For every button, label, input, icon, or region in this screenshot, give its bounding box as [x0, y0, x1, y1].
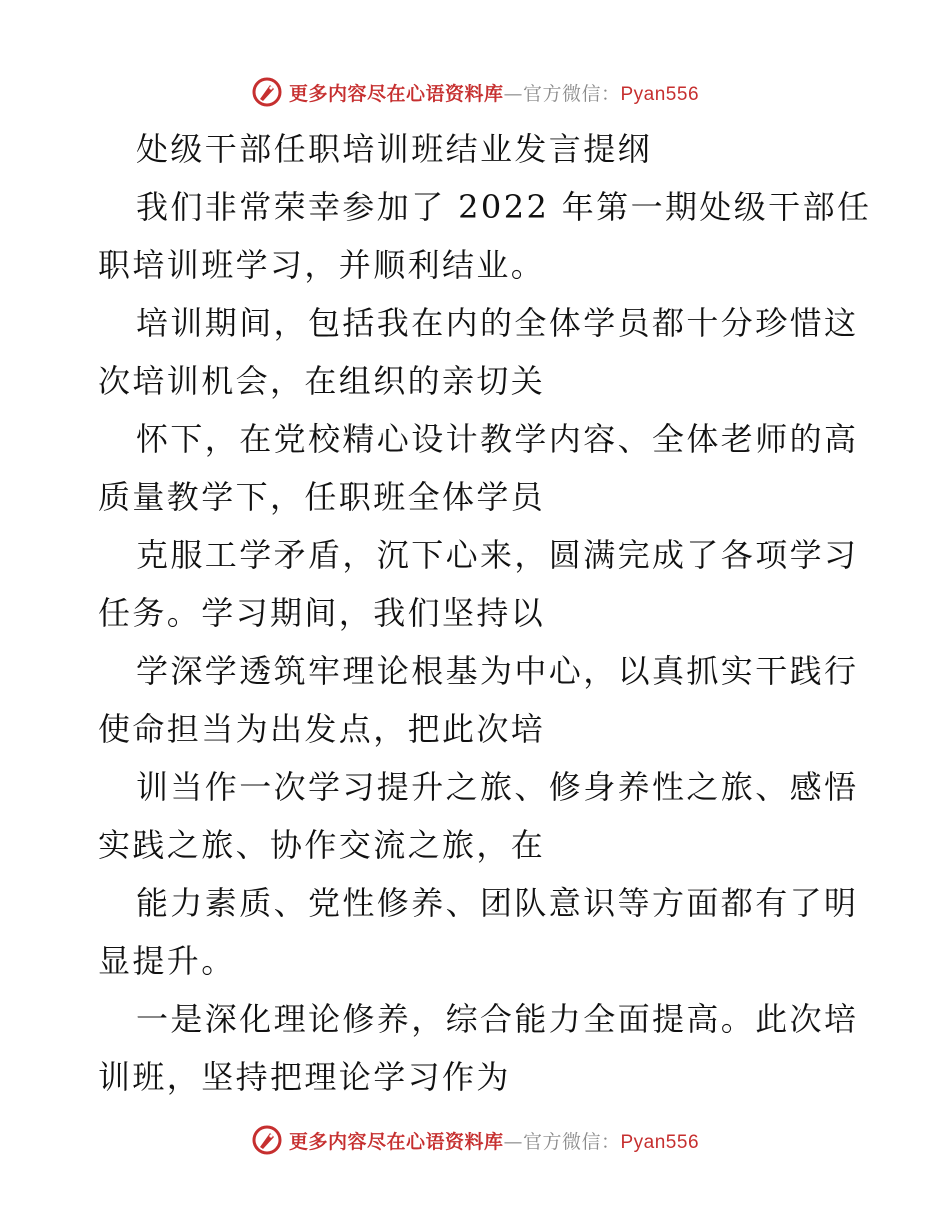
footer-watermark: [0, 1120, 950, 1160]
document-body: [98, 120, 872, 1106]
paragraph-line: 培训期间，包括我在内的全体学员都十分珍惜这: [136, 304, 859, 342]
watermark-dash: —: [503, 82, 523, 105]
paragraph-line: 使命担当为出发点，把此次培: [98, 710, 546, 748]
watermark-site-name: 更多内容尽在心语资料库: [288, 1130, 504, 1153]
pen-nib-seal-icon: [251, 1124, 283, 1156]
paragraph-line: 职培训班学习，并顺利结业。: [98, 246, 546, 284]
paragraph-line: 任务。学习期间，我们坚持以: [98, 594, 546, 632]
watermark-site-name: 更多内容尽在心语资料库: [288, 82, 504, 105]
paragraph-line: 能力素质、党性修养、团队意识等方面都有了明: [136, 884, 859, 922]
paragraph-line: 实践之旅、协作交流之旅，在: [98, 826, 546, 864]
watermark-dash: —: [503, 1130, 523, 1153]
watermark-official-label: 官方微信：: [522, 1130, 621, 1153]
paragraph-line: 学深学透筑牢理论根基为中心，以真抓实干践行: [136, 652, 859, 690]
paragraph-line: 显提升。: [98, 942, 236, 980]
watermark-wechat-id: Pyan556: [620, 83, 700, 105]
header-watermark: [0, 72, 950, 112]
paragraph-line: 一是深化理论修养，综合能力全面提高。此次培: [136, 1000, 859, 1038]
watermark-text: [289, 1127, 699, 1154]
watermark-wechat-id: Pyan556: [620, 1131, 700, 1153]
watermark-official-label: 官方微信：: [522, 82, 621, 105]
watermark-text: [289, 79, 699, 106]
paragraph-line: 质量教学下，任职班全体学员: [98, 478, 546, 516]
paragraph-line: 训当作一次学习提升之旅、修身养性之旅、感悟: [136, 768, 859, 806]
paragraph-line: 训班，坚持把理论学习作为: [98, 1058, 511, 1096]
document-title: 处级干部任职培训班结业发言提纲: [136, 130, 653, 168]
pen-nib-seal-icon: [251, 76, 283, 108]
paragraph-line: 我们非常荣幸参加了 2022 年第一期处级干部任: [136, 188, 872, 226]
paragraph-line: 次培训机会，在组织的亲切关: [98, 362, 546, 400]
paragraph-line: 怀下，在党校精心设计教学内容、全体老师的高: [136, 420, 859, 458]
paragraph-line: 克服工学矛盾，沉下心来，圆满完成了各项学习: [136, 536, 859, 574]
